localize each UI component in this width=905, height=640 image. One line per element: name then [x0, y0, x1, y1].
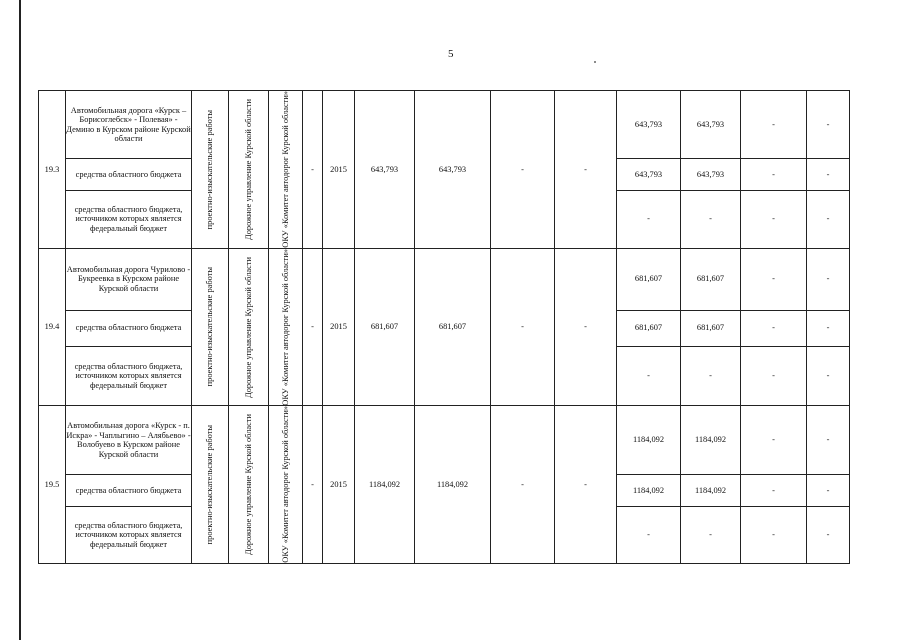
work-type-text: проектно-изыскательские работы [205, 109, 214, 230]
program-table [38, 90, 850, 564]
funding-source-label: средства областного бюджета, источником которых является федеральный бюджет [66, 190, 192, 248]
funding-value-1: 681,607 [617, 248, 681, 310]
funding-value-4: - [807, 190, 850, 248]
funding-value-3: - [741, 248, 807, 310]
funding-value-4: - [807, 91, 850, 159]
funding-value-4: - [807, 406, 850, 474]
funding-value-4: - [807, 474, 850, 506]
executor-text: ОКУ «Комитет автодорог Курской области» [280, 248, 290, 406]
funding-value-2: - [681, 190, 741, 248]
page-left-edge-rule [19, 0, 21, 640]
funding-value-4: - [807, 248, 850, 310]
cost-value: 681,607 [355, 248, 415, 406]
customer-cell [229, 91, 269, 249]
funding-value-3: - [741, 159, 807, 190]
funding-value-3: - [741, 310, 807, 346]
customer-text: Дорожное управление Курской области [243, 98, 253, 240]
funding-source-label: средства областного бюджета [66, 310, 192, 346]
work-type-text: проектно-изыскательские работы [205, 425, 214, 545]
funding-value-4: - [807, 506, 850, 563]
funding-value-3: - [741, 406, 807, 474]
section-number: 19.3 [39, 91, 66, 249]
funding-source-label: средства областного бюджета [66, 474, 192, 506]
col-c-value: - [555, 248, 617, 406]
funding-value-3: - [741, 91, 807, 159]
funding-value-2: 643,793 [681, 159, 741, 190]
col-c-value: - [555, 406, 617, 564]
page-number: 5 [448, 48, 454, 60]
col-b-value: - [491, 406, 555, 564]
scan-speck [594, 61, 596, 63]
funding-value-4: - [807, 310, 850, 346]
col-b-value: - [491, 91, 555, 249]
funding-value-1: - [617, 506, 681, 563]
funding-value-1: 1184,092 [617, 406, 681, 474]
funding-value-2: 1184,092 [681, 474, 741, 506]
executor-text: ОКУ «Комитет автодорог Курской области» [280, 91, 290, 248]
cost-total-value: 681,607 [415, 248, 491, 406]
funding-value-2: 643,793 [681, 91, 741, 159]
year-value: 2015 [323, 406, 355, 564]
section-number: 19.4 [39, 248, 66, 406]
work-type-cell [192, 248, 229, 406]
road-name: Автомобильная дорога «Курск – Борисоглебск» - Полевая» - Демино в Курском районе Курской области [66, 91, 192, 159]
cost-total-value: 643,793 [415, 91, 491, 249]
road-name: Автомобильная дорога Чурилово - Букреевка в Курском районе Курской области [66, 248, 192, 310]
customer-cell [229, 406, 269, 564]
table-row [39, 406, 850, 474]
col-b-value: - [491, 248, 555, 406]
funding-value-3: - [741, 346, 807, 406]
year-value: 2015 [323, 248, 355, 406]
col-a-value: - [303, 406, 323, 564]
funding-source-label: средства областного бюджета, источником которых является федеральный бюджет [66, 346, 192, 406]
work-type-cell [192, 406, 229, 564]
table-row [39, 248, 850, 310]
customer-text: Дорожное управление Курской области [243, 256, 253, 398]
funding-value-2: - [681, 346, 741, 406]
cost-value: 643,793 [355, 91, 415, 249]
funding-value-2: 1184,092 [681, 406, 741, 474]
funding-value-4: - [807, 346, 850, 406]
section-number: 19.5 [39, 406, 66, 564]
funding-value-1: - [617, 346, 681, 406]
executor-cell [269, 91, 303, 249]
table-row [39, 91, 850, 159]
funding-source-label: средства областного бюджета, источником которых является федеральный бюджет [66, 506, 192, 563]
work-type-text: проектно-изыскательские работы [205, 267, 214, 387]
funding-value-1: 681,607 [617, 310, 681, 346]
road-name: Автомобильная дорога «Курск - п. Искра» - Чаплыгино – Алябьево» - Волобуево в Курском районе Курской области [66, 406, 192, 474]
funding-source-label: средства областного бюджета [66, 159, 192, 190]
cost-total-value: 1184,092 [415, 406, 491, 564]
funding-value-1: 1184,092 [617, 474, 681, 506]
funding-value-1: - [617, 190, 681, 248]
funding-value-2: - [681, 506, 741, 563]
work-type-cell [192, 91, 229, 249]
funding-value-3: - [741, 506, 807, 563]
funding-value-1: 643,793 [617, 91, 681, 159]
customer-cell [229, 248, 269, 406]
funding-value-2: 681,607 [681, 248, 741, 310]
executor-cell [269, 248, 303, 406]
funding-value-3: - [741, 190, 807, 248]
customer-text: Дорожное управление Курской области [243, 414, 253, 556]
col-a-value: - [303, 91, 323, 249]
executor-text: ОКУ «Комитет автодорог Курской области» [280, 406, 290, 564]
year-value: 2015 [323, 91, 355, 249]
funding-value-1: 643,793 [617, 159, 681, 190]
funding-value-4: - [807, 159, 850, 190]
col-a-value: - [303, 248, 323, 406]
cost-value: 1184,092 [355, 406, 415, 564]
col-c-value: - [555, 91, 617, 249]
funding-value-3: - [741, 474, 807, 506]
executor-cell [269, 406, 303, 564]
funding-value-2: 681,607 [681, 310, 741, 346]
